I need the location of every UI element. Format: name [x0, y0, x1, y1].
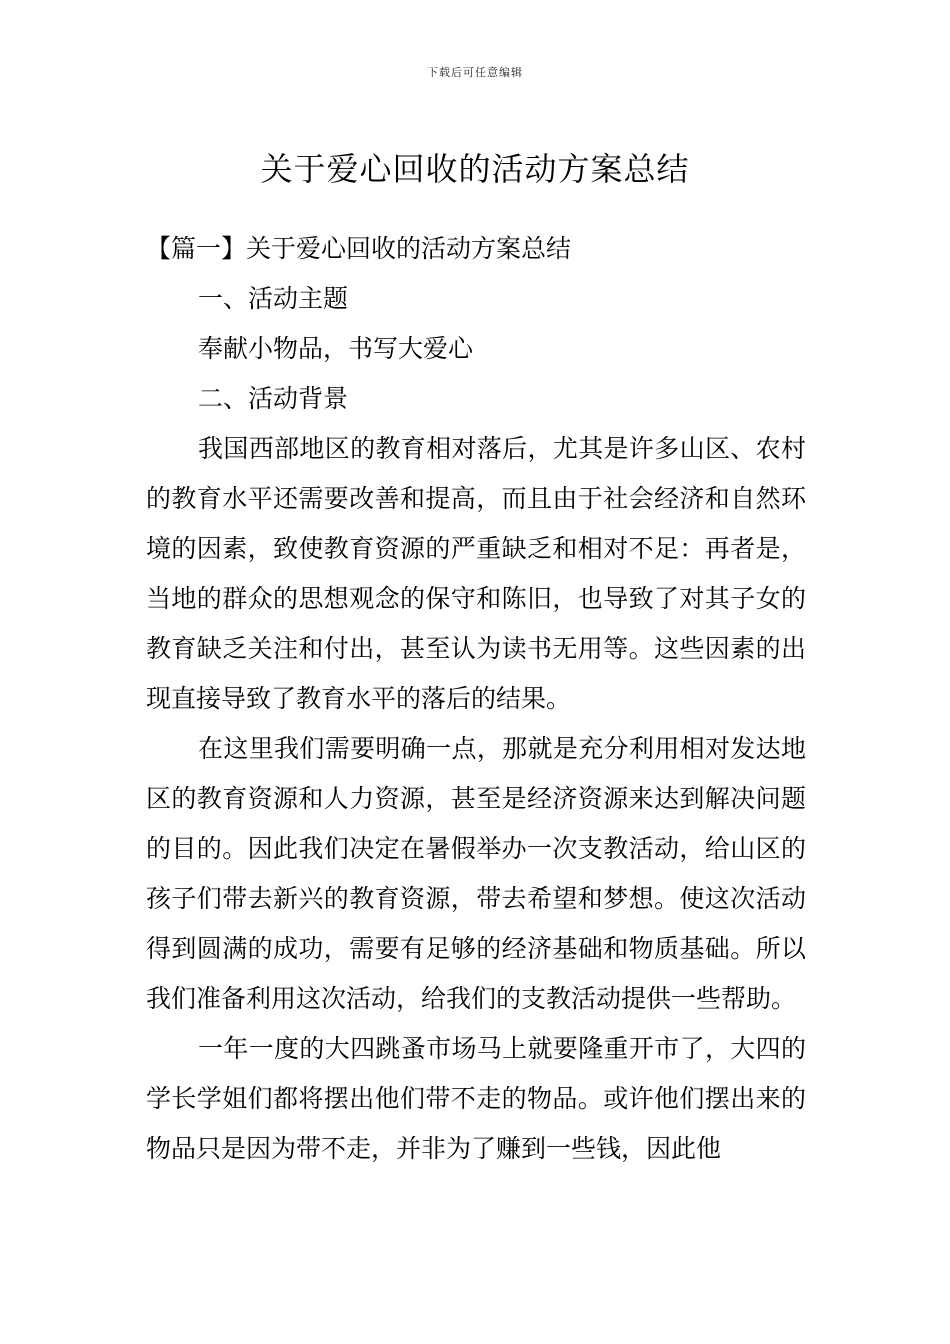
paragraph-background-2: 在这里我们需要明确一点，那就是充分利用相对发达地区的教育资源和人力资源，甚至是经济资源来达到解决问题的目的。因此我们决定在暑假举办一次支教活动，给山区的孩子们带去新兴的教育资源，带去希望和梦想。使这次活动得到圆满的成功，需要有足够的经济基础和物质基础。所以我们准备利用这次活动，给我们的支教活动提供一些帮助。 [146, 734, 806, 1013]
document-title: 关于爱心回收的活动方案总结 [260, 150, 690, 189]
document-body [146, 224, 806, 1174]
section-heading: 【篇一】关于爱心回收的活动方案总结 [146, 234, 572, 263]
paragraph-background-1: 我国西部地区的教育相对落后，尤其是许多山区、农村的教育水平还需要改善和提高，而且由于社会经济和自然环境的因素，致使教育资源的严重缺乏和相对不足：再者是，当地的群众的思想观念的保守和陈旧，也导致了对其子女的教育缺乏关注和付出，甚至认为读书无用等。这些因素的出现直接导致了教育水平的落后的结果。 [146, 434, 806, 713]
header-note: 下载后可任意编辑 [427, 66, 523, 79]
paragraph-theme-slogan: 奉献小物品，书写大爱心 [198, 334, 474, 363]
subheading-activity-theme: 一、活动主题 [198, 284, 349, 313]
paragraph-background-3: 一年一度的大四跳蚤市场马上就要隆重开市了，大四的学长学姐们都将摆出他们带不走的物品。或许他们摆出来的物品只是因为带不走，并非为了赚到一些钱，因此他 [146, 1034, 806, 1163]
subheading-activity-background: 二、活动背景 [198, 384, 349, 413]
